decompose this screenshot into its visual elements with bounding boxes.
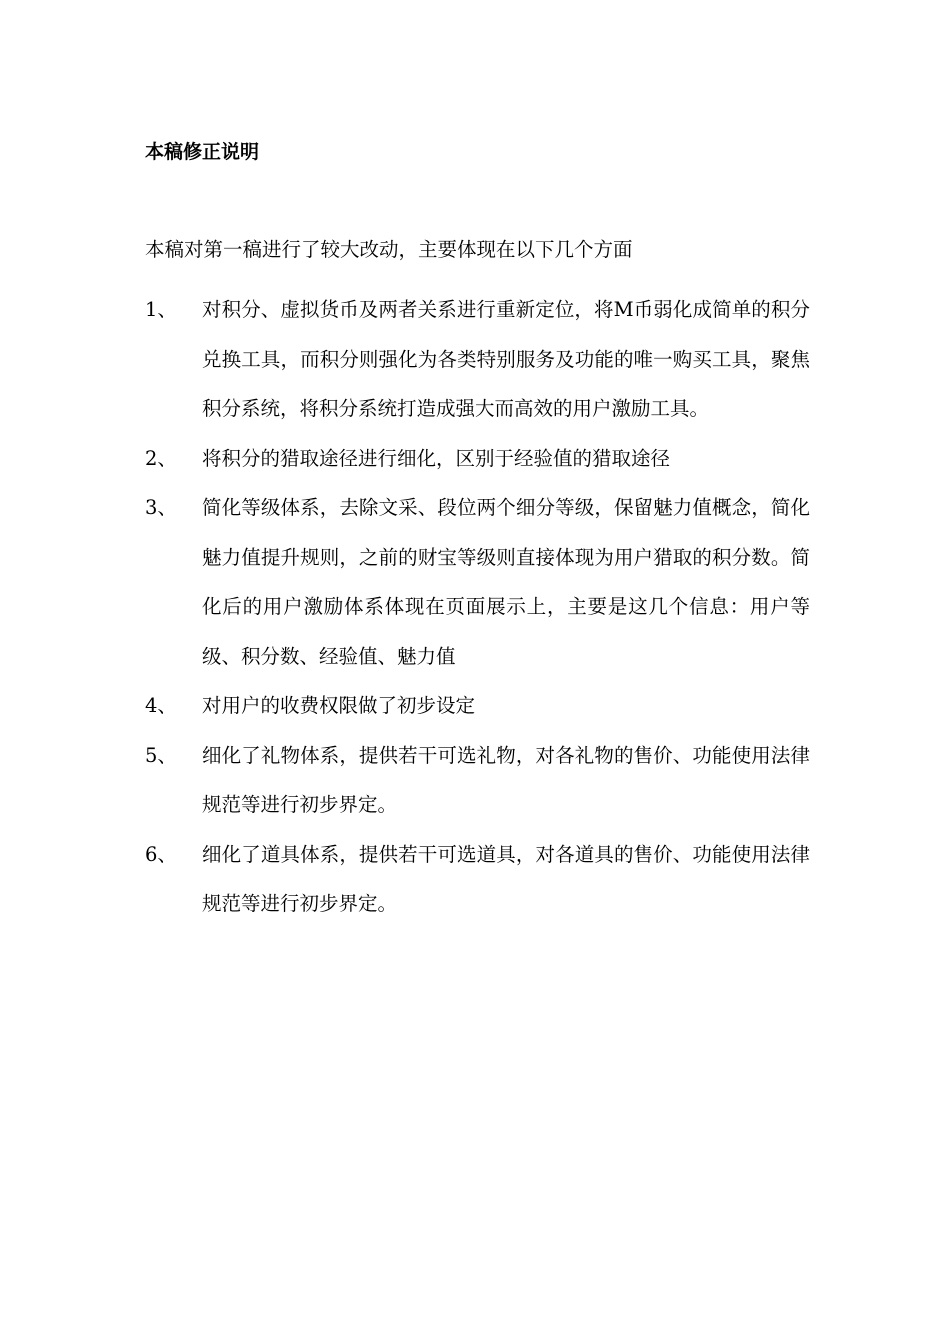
list-item-text: 对用户的收费权限做了初步设定 (202, 694, 476, 717)
list-item-text: 对积分、虚拟货币及两者关系进行重新定位，将M币弱化成简单的积分兑换工具，而积分则强化为各类特别服务及功能的唯一购买工具，聚焦积分系统，将积分系统打造成强大而高效的用户激励工具。 (202, 298, 810, 420)
list-item-number: 4、 (145, 694, 177, 717)
list-item-text: 细化了礼物体系，提供若干可选礼物，对各礼物的售价、功能使用法律规范等进行初步界定。 (202, 743, 810, 816)
document-title: 本稿修正说明 (145, 141, 260, 163)
list-item-number: 3、 (145, 496, 177, 519)
list-item (145, 434, 810, 484)
list-item-text: 细化了道具体系，提供若干可选道具，对各道具的售价、功能使用法律规范等进行初步界定。 (202, 842, 810, 915)
list-item-number: 2、 (145, 446, 177, 470)
list-item-text: 将积分的猎取途径进行细化，区别于经验值的猎取途径 (202, 446, 671, 470)
list-item-number: 1、 (145, 298, 177, 321)
list-item-number: 5、 (145, 743, 177, 767)
list-item (145, 830, 810, 929)
list-item (145, 731, 810, 830)
intro-paragraph: 本稿对第一稿进行了较大改动，主要体现在以下几个方面 (145, 238, 633, 261)
list-item (145, 681, 810, 731)
list-item (145, 285, 810, 434)
list-item-text: 简化等级体系，去除文采、段位两个细分等级，保留魅力值概念，简化魅力值提升规则，之前的财宝等级则直接体现为用户猎取的积分数。简化后的用户激励体系体现在页面展示上，主要是这几个信息：用户等级、积分数、经验值、魅力值 (202, 496, 810, 668)
revision-list (145, 285, 810, 929)
list-item-number: 6、 (145, 842, 177, 866)
list-item (145, 483, 810, 681)
